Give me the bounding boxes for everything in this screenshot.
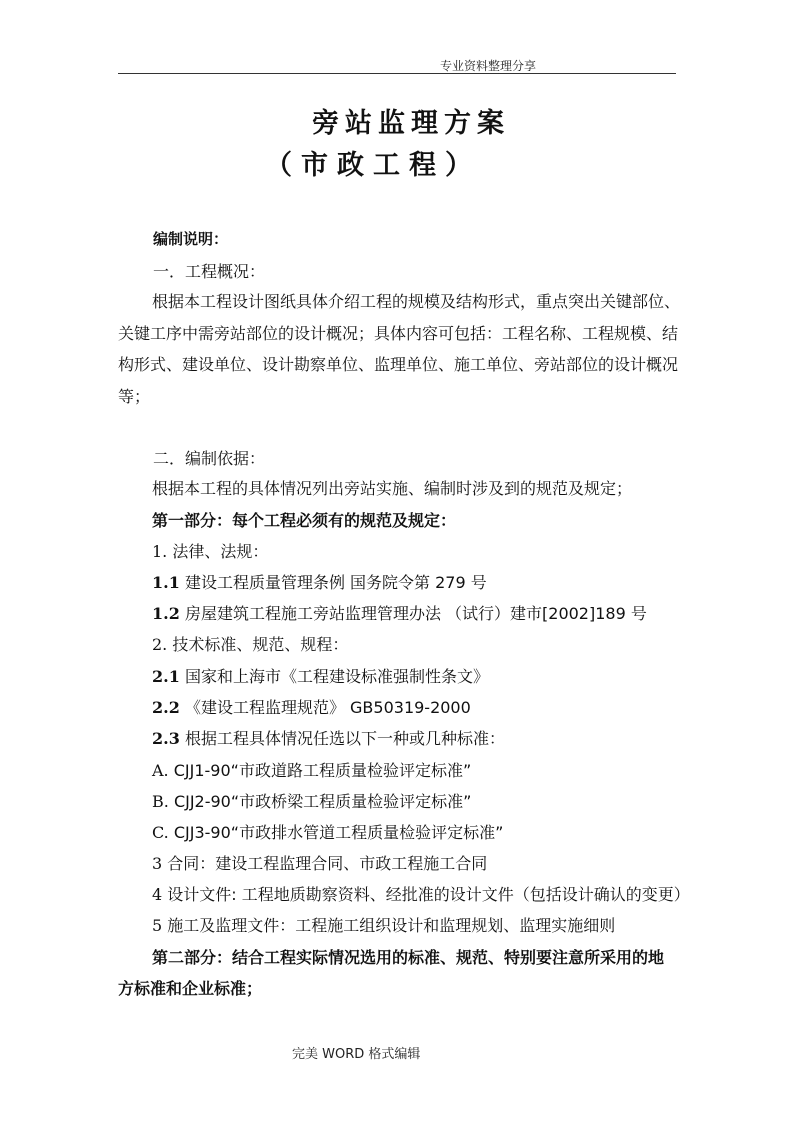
list-item-text: CJJ1-90“市政道路工程质量检验评定标准” bbox=[173, 761, 472, 780]
list-item-number: A. bbox=[152, 761, 169, 780]
part1-heading: 第一部分：每个工程必须有的规范及规定： bbox=[152, 511, 457, 530]
document-title: 旁站监理方案 bbox=[312, 108, 510, 139]
list-item-number: 1. bbox=[152, 542, 168, 561]
part2-heading-cont: 方标准和企业标准； bbox=[118, 979, 263, 998]
list-item bbox=[152, 758, 471, 781]
list-item bbox=[152, 820, 503, 843]
list-item bbox=[152, 601, 647, 624]
intro-heading: 编制说明： bbox=[153, 230, 229, 248]
list-item-text: 《建设工程监理规范》 GB50319-2000 bbox=[184, 698, 471, 717]
list-item bbox=[152, 913, 615, 936]
list-item bbox=[152, 695, 471, 718]
section1-para-line: 根据本工程设计图纸具体介绍工程的规模及结构形式，重点突出关键部位、 bbox=[152, 292, 681, 311]
list-item bbox=[152, 851, 487, 874]
page-footer-text: 完美 WORD 格式编辑 bbox=[292, 1047, 421, 1062]
header-divider bbox=[118, 73, 676, 74]
list-item-number: C. bbox=[152, 823, 169, 842]
page-header-text: 专业资料整理分享 bbox=[440, 59, 537, 73]
list-item bbox=[152, 726, 505, 749]
section1-heading: 一．工程概况： bbox=[153, 262, 266, 281]
list-item-text: 法律、法规： bbox=[172, 542, 269, 561]
section2-heading: 二．编制依据： bbox=[153, 449, 266, 468]
list-item-text: 施工及监理文件：工程施工组织设计和监理规划、监理实施细则 bbox=[167, 916, 616, 935]
section1-para-line: 构形式、建设单位、设计勘察单位、监理单位、施工单位、旁站部位的设计概况 bbox=[118, 355, 679, 374]
list-item bbox=[152, 632, 348, 655]
list-item-number: 4 bbox=[152, 885, 163, 904]
list-item-text: CJJ2-90“市政桥梁工程质量检验评定标准” bbox=[173, 792, 472, 811]
list-item-number: B. bbox=[152, 792, 169, 811]
list-item-text: 合同：建设工程监理合同、市政工程施工合同 bbox=[167, 854, 488, 873]
list-item bbox=[152, 789, 471, 812]
list-item bbox=[152, 882, 690, 905]
document-subtitle: （市政工程） bbox=[265, 150, 481, 181]
list-item-text: 设计文件: 工程地质勘察资料、经批准的设计文件（包括设计确认的变更） bbox=[167, 885, 690, 904]
list-item-text: 建设工程质量管理条例 国务院令第 279 号 bbox=[184, 573, 487, 592]
list-item-number: 1.2 bbox=[152, 604, 180, 623]
list-item bbox=[152, 664, 489, 687]
section2-para: 根据本工程的具体情况列出旁站实施、编制时涉及到的规范及规定； bbox=[152, 479, 633, 498]
list-item bbox=[152, 570, 487, 593]
list-item-text: 根据工程具体情况任选以下一种或几种标准： bbox=[184, 729, 505, 748]
list-item-text: CJJ3-90“市政排水管道工程质量检验评定标准” bbox=[173, 823, 504, 842]
list-item-number: 1.1 bbox=[152, 573, 180, 592]
list-item-number: 2.1 bbox=[152, 667, 180, 686]
list-item-text: 房屋建筑工程施工旁站监理管理办法 （试行）建市[2002]189 号 bbox=[184, 604, 647, 623]
list-item-number: 2.3 bbox=[152, 729, 180, 748]
section1-para-line: 关键工序中需旁站部位的设计概况；具体内容可包括：工程名称、工程规模、结 bbox=[118, 324, 679, 343]
list-item-number: 2. bbox=[152, 635, 168, 654]
list-item-number: 3 bbox=[152, 854, 163, 873]
part2-heading: 第二部分：结合工程实际情况选用的标准、规范、特别要注意所采用的地 bbox=[152, 948, 665, 967]
list-item bbox=[152, 539, 268, 562]
list-item-number: 2.2 bbox=[152, 698, 180, 717]
list-item-number: 5 bbox=[152, 916, 163, 935]
list-item-text: 国家和上海市《工程建设标准强制性条文》 bbox=[184, 667, 489, 686]
list-item-text: 技术标准、规范、规程： bbox=[172, 635, 349, 654]
section1-para-line: 等； bbox=[118, 387, 151, 406]
